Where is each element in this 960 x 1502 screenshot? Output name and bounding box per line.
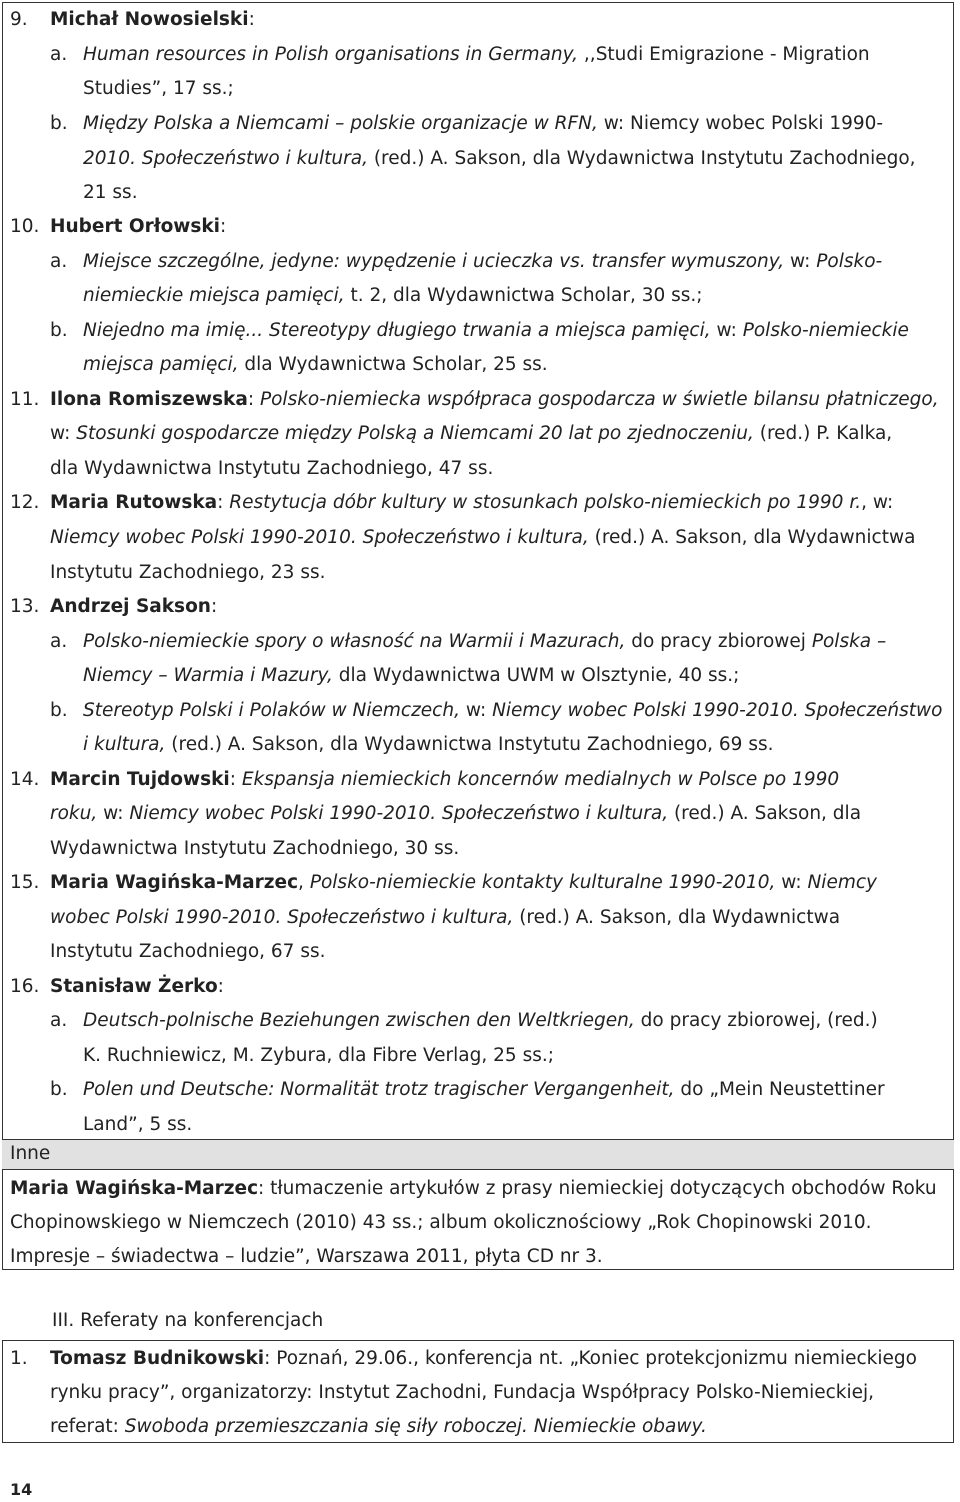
- entry-line: wobec Polski 1990-2010. Społeczeństwo i kultura, (red.) A. Sakson, dla Wydawnictwa: [50, 907, 841, 928]
- item-text: Land”, 5 ss.: [83, 1114, 193, 1135]
- item-text: Studies”, 17 ss.;: [83, 78, 234, 99]
- entry-line: Maria Rutowska: Restytucja dóbr kultury w stosunkach polsko-niemieckich po 1990 r., w:: [50, 492, 894, 513]
- entry-number: 1.: [10, 1348, 28, 1369]
- section-heading: III. Referaty na konferencjach: [52, 1310, 324, 1331]
- entry-number: 12.: [10, 492, 40, 513]
- item-label: b.: [50, 1079, 68, 1100]
- entry-author: Hubert Orłowski:: [50, 216, 227, 237]
- item-label: a.: [50, 44, 68, 65]
- entry-number: 10.: [10, 216, 40, 237]
- item-text: 2010. Społeczeństwo i kultura, (red.) A. Sakson, dla Wydawnictwa Instytutu Zachodniego,: [83, 148, 916, 169]
- entry-number: 15.: [10, 872, 40, 893]
- item-text: Stereotyp Polski i Polaków w Niemczech, w: Niemcy wobec Polski 1990-2010. Społeczeństwo: [83, 700, 943, 721]
- entry-line: Instytutu Zachodniego, 67 ss.: [50, 941, 326, 962]
- entry-number: 16.: [10, 976, 40, 997]
- entry-line: Instytutu Zachodniego, 23 ss.: [50, 562, 326, 583]
- entry-number: 14.: [10, 769, 40, 790]
- entry-number: 9.: [10, 9, 28, 30]
- item-label: b.: [50, 700, 68, 721]
- item-text: niemieckie miejsca pamięci, t. 2, dla Wydawnictwa Scholar, 30 ss.;: [83, 285, 703, 306]
- item-text: Niejedno ma imię... Stereotypy długiego trwania a miejsca pamięci, w: Polsko-niemieckie: [83, 320, 909, 341]
- entry-author: Andrzej Sakson:: [50, 596, 218, 617]
- item-label: b.: [50, 113, 68, 134]
- entry-number: 11.: [10, 389, 40, 410]
- inne-line: Chopinowskiego w Niemczech (2010) 43 ss.; album okolicznościowy „Rok Chopinowski 2010.: [10, 1212, 872, 1233]
- item-text: 21 ss.: [83, 182, 138, 203]
- inne-line: Impresje – świadectwa – ludzie”, Warszawa 2011, płyta CD nr 3.: [10, 1246, 603, 1267]
- entry-line: Ilona Romiszewska: Polsko-niemiecka współpraca gospodarcza w świetle bilansu płatniczego,: [50, 389, 939, 410]
- entry-line: Tomasz Budnikowski: Poznań, 29.06., konferencja nt. „Koniec protekcjonizmu niemieckiego: [50, 1348, 917, 1369]
- entry-author: Stanisław Żerko:: [50, 976, 224, 997]
- inne-header-bar: [2, 1139, 954, 1170]
- entry-number: 13.: [10, 596, 40, 617]
- item-text: Deutsch-polnische Beziehungen zwischen den Weltkriegen, do pracy zbiorowej, (red.): [83, 1010, 878, 1031]
- page-number: 14: [10, 1480, 33, 1499]
- entry-line: referat: Swoboda przemieszczania się siły roboczej. Niemieckie obawy.: [50, 1416, 707, 1437]
- item-text: Polsko-niemieckie spory o własność na Warmii i Mazurach, do pracy zbiorowej Polska –: [83, 631, 887, 652]
- item-text: Human resources in Polish organisations in Germany, ,,Studi Emigrazione - Migration: [83, 44, 870, 65]
- item-label: b.: [50, 320, 68, 341]
- entry-line: dla Wydawnictwa Instytutu Zachodniego, 47 ss.: [50, 458, 494, 479]
- item-text: Niemcy – Warmia i Mazury, dla Wydawnictwa UWM w Olsztynie, 40 ss.;: [83, 665, 740, 686]
- inne-line: Maria Wagińska-Marzec: tłumaczenie artykułów z prasy niemieckiej dotyczących obchodów Roku: [10, 1178, 937, 1199]
- entry-author: Michał Nowosielski:: [50, 9, 255, 30]
- item-text: Polen und Deutsche: Normalität trotz tragischer Vergangenheit, do „Mein Neustettiner: [83, 1079, 885, 1100]
- entry-line: w: Stosunki gospodarcze między Polską a Niemcami 20 lat po zjednoczeniu, (red.) P. Kalka,: [50, 423, 893, 444]
- item-label: a.: [50, 1010, 68, 1031]
- inne-heading: Inne: [10, 1143, 51, 1164]
- entry-line: Marcin Tujdowski: Ekspansja niemieckich koncernów medialnych w Polsce po 1990: [50, 769, 840, 790]
- item-text: i kultura, (red.) A. Sakson, dla Wydawnictwa Instytutu Zachodniego, 69 ss.: [83, 734, 774, 755]
- item-text: K. Ruchniewicz, M. Zybura, dla Fibre Verlag, 25 ss.;: [83, 1045, 554, 1066]
- entry-line: Niemcy wobec Polski 1990-2010. Społeczeństwo i kultura, (red.) A. Sakson, dla Wydawnictwa: [50, 527, 916, 548]
- entry-line: roku, w: Niemcy wobec Polski 1990-2010. Społeczeństwo i kultura, (red.) A. Sakson, dla: [50, 803, 862, 824]
- item-text: Między Polska a Niemcami – polskie organizacje w RFN, w: Niemcy wobec Polski 1990-: [83, 113, 884, 134]
- item-label: a.: [50, 631, 68, 652]
- item-label: a.: [50, 251, 68, 272]
- entry-line: rynku pracy”, organizatorzy: Instytut Zachodni, Fundacja Współpracy Polsko-Niemieckiej,: [50, 1382, 875, 1403]
- entry-line: Wydawnictwa Instytutu Zachodniego, 30 ss.: [50, 838, 460, 859]
- entry-line: Maria Wagińska-Marzec, Polsko-niemieckie kontakty kulturalne 1990-2010, w: Niemcy: [50, 872, 877, 893]
- item-text: Miejsce szczególne, jedyne: wypędzenie i ucieczka vs. transfer wymuszony, w: Polsko-: [83, 251, 883, 272]
- item-text: miejsca pamięci, dla Wydawnictwa Scholar, 25 ss.: [83, 354, 548, 375]
